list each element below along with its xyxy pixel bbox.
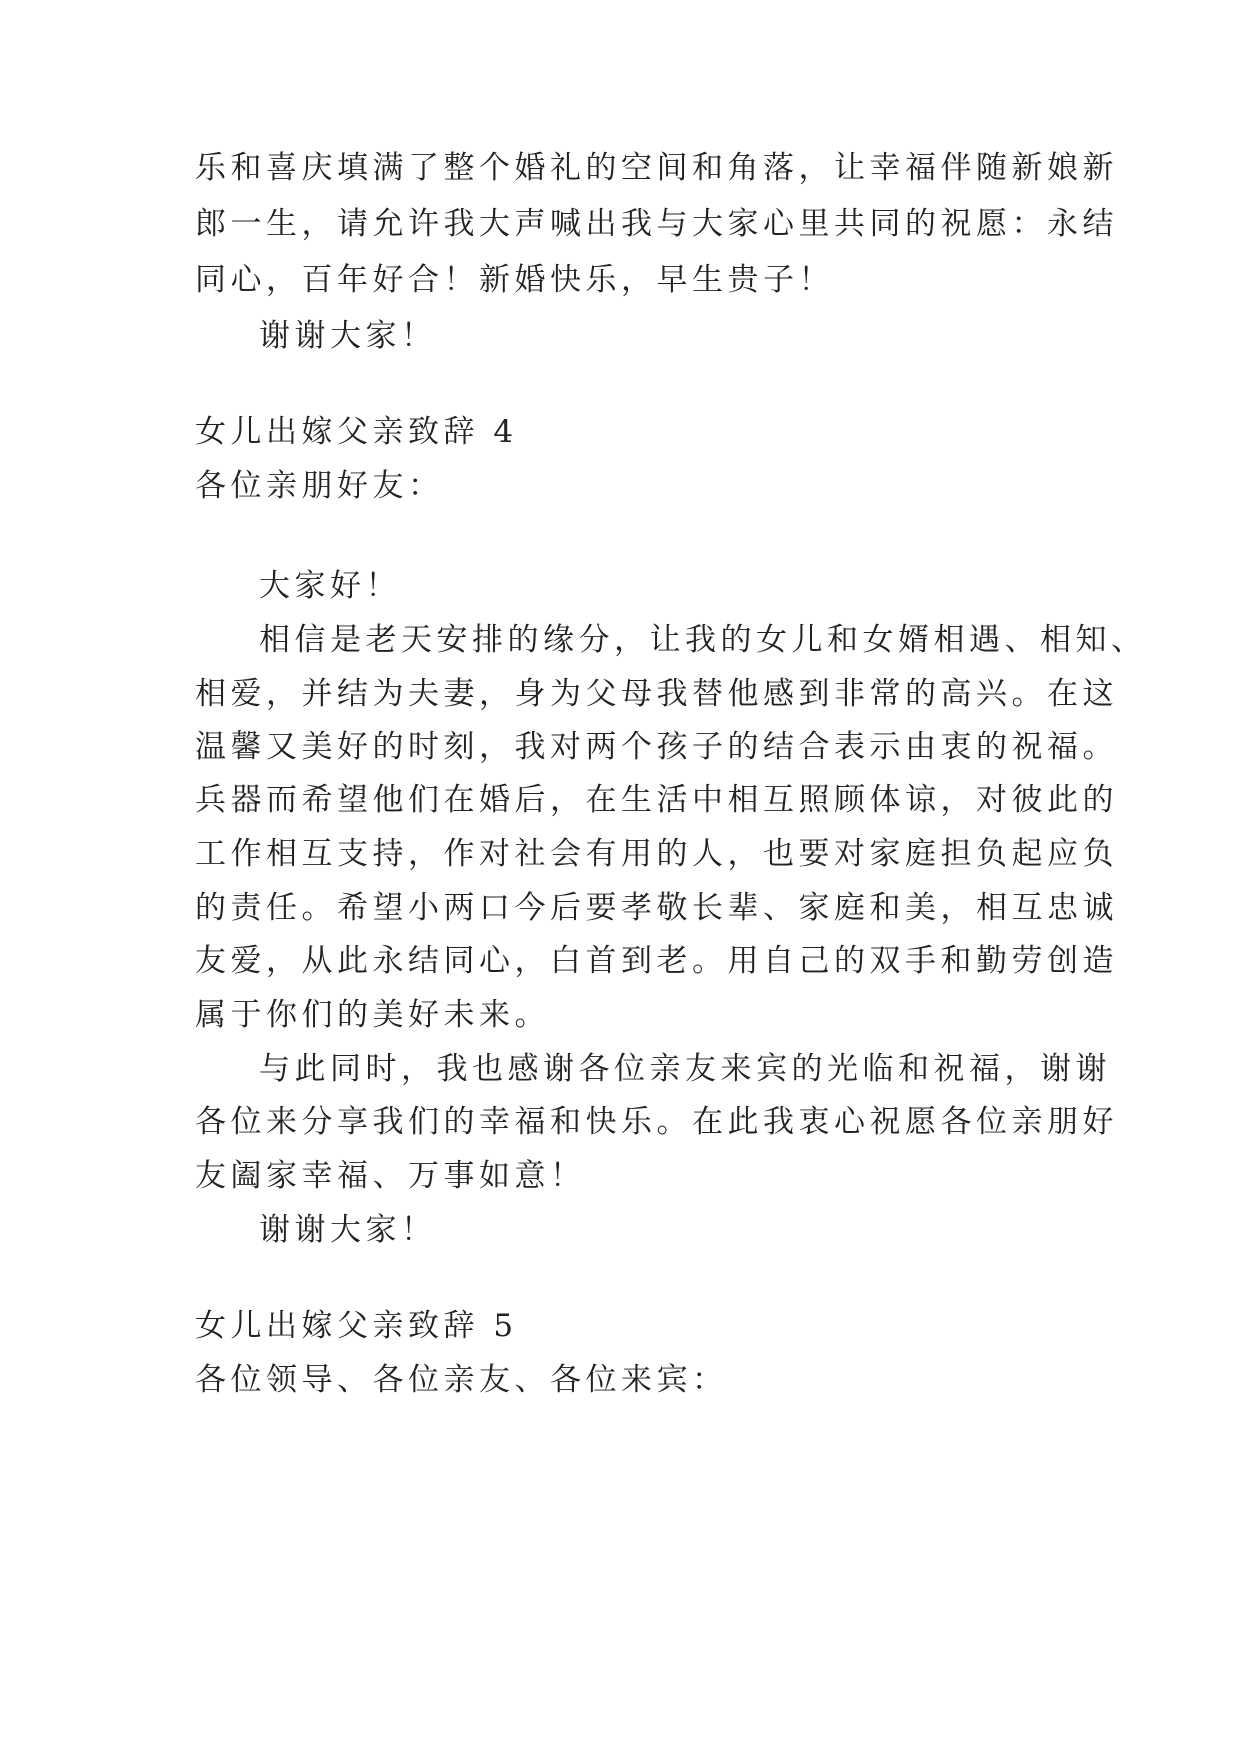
body-text-line: 兵器而希望他们在婚后，在生活中相互照顾体谅，对彼此的 <box>195 782 1118 818</box>
document-page <box>195 0 1147 1754</box>
body-text-line: 郎一生，请允许我大声喊出我与大家心里共同的祝愿：永结 <box>195 206 1118 242</box>
salutation: 各位领导、各位亲友、各位来宾： <box>195 1362 728 1398</box>
body-text-line: 同心，百年好合！新婚快乐，早生贵子！ <box>195 262 834 298</box>
closing-thanks: 谢谢大家！ <box>259 1212 437 1248</box>
greeting: 大家好！ <box>259 568 401 604</box>
body-text-line: 的责任。希望小两口今后要孝敬长辈、家庭和美，相互忠诚 <box>195 890 1118 926</box>
body-text-line: 相爱，并结为夫妻，身为父母我替他感到非常的高兴。在这 <box>195 676 1118 712</box>
body-text-line: 友阖家幸福、万事如意！ <box>195 1158 586 1194</box>
body-text-line: 温馨又美好的时刻，我对两个孩子的结合表示由衷的祝福。 <box>195 729 1118 765</box>
body-text-line: 属于你们的美好未来。 <box>195 997 550 1033</box>
body-text-line: 乐和喜庆填满了整个婚礼的空间和角落，让幸福伴随新娘新 <box>195 150 1118 186</box>
section-title: 女儿出嫁父亲致辞 4 <box>195 414 518 450</box>
body-text-line: 各位来分享我们的幸福和快乐。在此我衷心祝愿各位亲朋好 <box>195 1104 1118 1140</box>
body-text-line: 工作相互支持，作对社会有用的人，也要对家庭担负起应负 <box>195 836 1118 872</box>
closing-thanks: 谢谢大家！ <box>259 318 437 354</box>
body-text-line: 相信是老天安排的缘分，让我的女儿和女婿相遇、相知、 <box>259 622 1147 658</box>
body-text-line: 与此同时，我也感谢各位亲友来宾的光临和祝福，谢谢 <box>259 1051 1111 1087</box>
section-title: 女儿出嫁父亲致辞 5 <box>195 1308 518 1344</box>
salutation: 各位亲朋好友： <box>195 468 444 504</box>
body-text-line: 友爱，从此永结同心，白首到老。用自己的双手和勤劳创造 <box>195 943 1118 979</box>
